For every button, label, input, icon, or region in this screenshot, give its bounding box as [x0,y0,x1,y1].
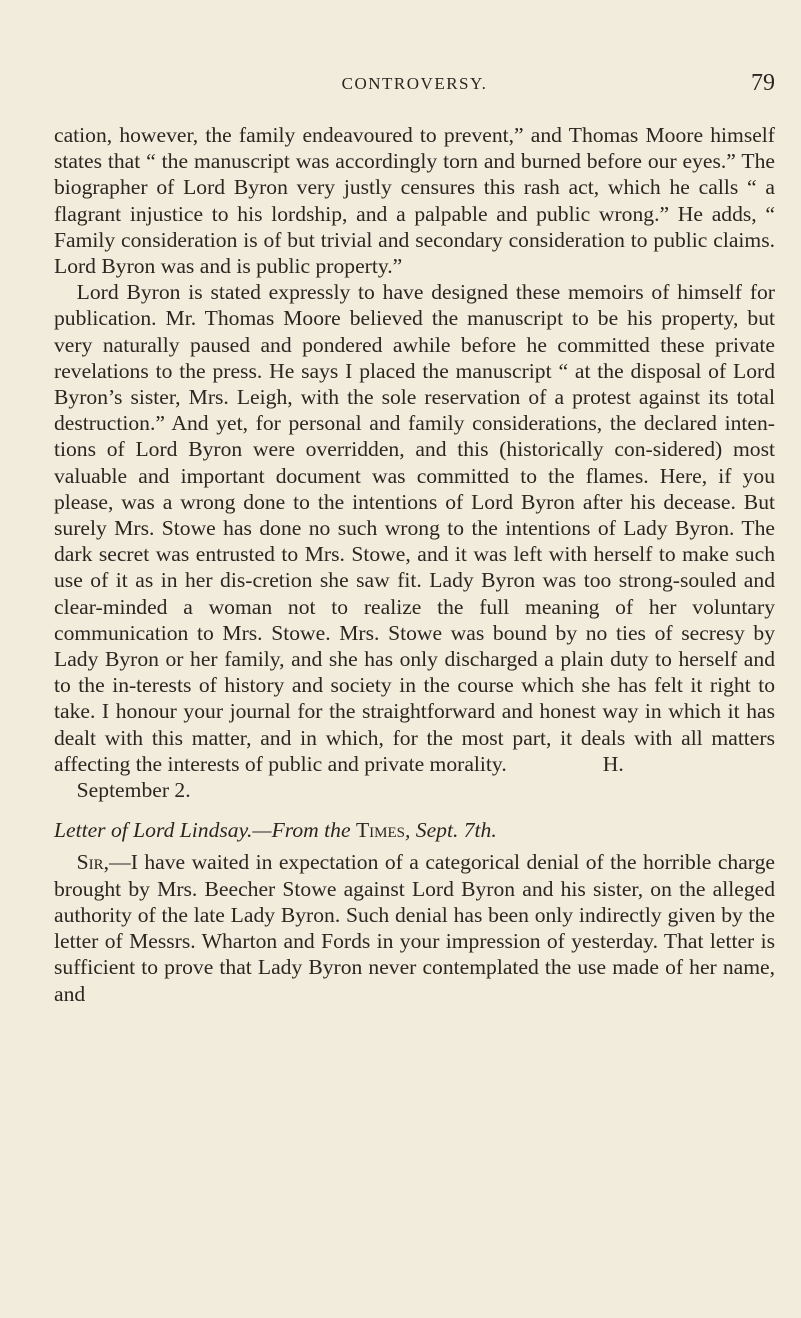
body-text [54,122,775,1007]
letter-heading [54,817,775,843]
letter-text: —I have waited in expectation of a categorical denial of the horrible charge brought by Mrs. Beecher Stowe against Lord Byron and his sister, on the alleged authority of the late Lady Byron. Such denial has been only indirectly given by the letter of Messrs. Wharton and Fords in your impression of yesterday. That letter is sufficient to prove that Lady Byron never contemplated the use made of her name, and [54,850,775,1006]
running-title: CONTROVERSY. [341,74,488,93]
page-number: 79 [751,70,775,96]
dateline: September 2. [76,778,191,803]
letter-salutation: Sir, [76,850,110,875]
letter-source-prefix: —From the [252,818,356,843]
letter-body [54,849,775,1006]
paragraph-text: Lord Byron is stated expressly to have designed these memoirs of himself for publication. Mr. Thomas Moore believed the manuscript to be his property, but very naturally paused and pondered awhile before he committed these private revelations to the press. He says I placed the manuscript “ at the disposal of Lord Byron’s sister, Mrs. Leigh, with the sole reservation of a protest against its total destruction.” And yet, for personal and family considerations, the declared inten-tions of Lord Byron were overridden, and this (historically con-sidered) most valuable and important document was committed to the flames. Here, if you please, was a wrong done to the intentions of Lord Byron after his decease. But surely Mrs. Stowe has done no such wrong to the intentions of Lady Byron. The dark secret was entrusted to Mrs. Stowe, and it was left with herself to make such use of it as in her dis-cretion she saw fit. Lady Byron was too strong-souled and clear-minded a woman not to realize the full meaning of her voluntary communication to Mrs. Stowe. Mrs. Stowe was bound by no ties of secresy by Lady Byron or her family, and she has only discharged a plain duty to herself and to the in-terests of history and society in the course which she has felt it right to take. I honour your journal for the straightforward and honest way in which it has dealt with this matter, and in which, for the most part, it deals with all matters affecting the interests of public and private morality. [54,280,775,776]
running-head [54,70,775,106]
letter-source-date: , Sept. 7th. [404,818,497,843]
signature: H. [602,751,624,776]
paragraph-with-signature [54,279,775,777]
letter-source-name: Times [355,818,405,843]
paragraph: cation, however, the family endeavoured to prevent,” and Thomas Moore himself states that “ the manuscript was accordingly torn and burned before our eyes.” The biographer of Lord Byron very justly censures this rash act, which he calls “ a flagrant injustice to his lordship, and a palpable and public wrong.” He adds, “ Family consideration is of but trivial and secondary consideration to public claims. Lord Byron was and is public property.” [54,123,775,279]
letter-title: Letter of Lord Lindsay. [54,818,253,843]
